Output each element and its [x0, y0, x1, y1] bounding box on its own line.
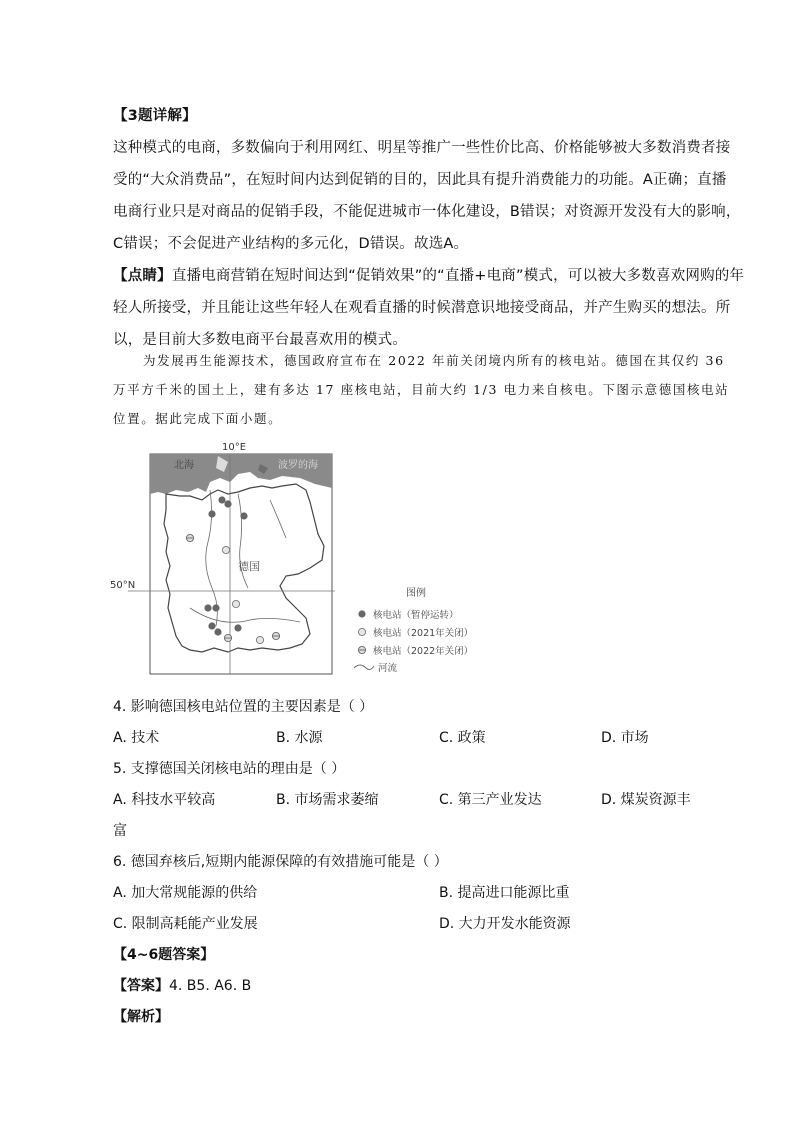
plant-marker-2021 [222, 546, 229, 553]
legend-title: 图例 [406, 588, 426, 599]
legend-label: 核电站（2022年关闭） [373, 646, 474, 657]
intro-line: 位置。据此完成下面小题。 [113, 411, 283, 426]
comment-line: 轻人所接受，并且能让这些年轻人在观看直播的时候潜意识地接受商品，并产生购买的想法。所 [113, 300, 731, 316]
question-6-option-b[interactable]: B. 提高进口能源比重 [439, 885, 570, 901]
question-4-option-a[interactable]: A. 技术 [113, 730, 160, 746]
legend-label: 核电站（2021年关闭） [373, 628, 474, 639]
latitude-label: 50°N [110, 580, 136, 591]
river-icon [354, 665, 374, 670]
question-5-stem: 5. 支撑德国关闭核电站的理由是（ ） [113, 761, 346, 777]
plant-marker-suspended [224, 500, 231, 507]
question-6-option-a[interactable]: A. 加大常规能源的供给 [113, 885, 258, 901]
intro-line: 为发展再生能源技术，德国政府宣布在 2022 年前关闭境内所有的核电站。德国在其仅约 36 [143, 353, 725, 368]
plant-marker-2021 [256, 636, 263, 643]
detail-line: 受的“大众消费品”，在短时间内达到促销的目的，因此具有提升消费能力的功能。A正确；直播 [113, 172, 727, 188]
question-6-option-d[interactable]: D. 大力开发水能资源 [439, 916, 571, 932]
plant-marker-suspended [208, 510, 215, 517]
question-6-option-c[interactable]: C. 限制高耗能产业发展 [113, 916, 258, 932]
legend-label: 核电站（暂停运转） [373, 610, 459, 621]
plant-marker-suspended [218, 496, 225, 503]
question-5-option-c[interactable]: C. 第三产业发达 [439, 792, 542, 808]
plant-marker-2021 [232, 600, 239, 607]
plant-marker-suspended [204, 604, 211, 611]
comment-label: 【点睛】 [113, 268, 172, 284]
plant-marker-suspended [214, 628, 221, 635]
north-sea-label: 北海 [174, 460, 194, 471]
detail-line: 电商行业只是对商品的促销手段，不能促进城市一体化建设，B错误；对资源开发没有大的影响， [113, 204, 741, 220]
question-5-option-a[interactable]: A. 科技水平较高 [113, 792, 216, 808]
plant-marker-suspended [208, 622, 215, 629]
intro-line: 万平方千米的国土上，建有多达 17 座核电站，目前大约 1/3 电力来自核电。下图示意德国核电站 [113, 382, 730, 397]
question-5-option-d-continuation: 富 [113, 823, 127, 839]
germany-nuclear-map [110, 438, 490, 683]
comment-line [113, 260, 745, 292]
question-5-option-d[interactable]: D. 煤炭资源丰 [601, 792, 691, 808]
detail-section [113, 100, 745, 356]
detail-heading: 【3题详解】 [113, 108, 197, 124]
legend-label: 河流 [378, 663, 398, 674]
comment-line: 以，是目前大多数电商平台最喜欢用的模式。 [113, 332, 407, 348]
longitude-label: 10°E [222, 442, 247, 453]
country-label: 德国 [238, 560, 260, 573]
baltic-sea-label: 波罗的海 [278, 460, 318, 471]
answers-section-heading: 【4~6题答案】 [113, 947, 215, 963]
plant-marker-suspended [212, 604, 219, 611]
analysis-heading: 【解析】 [113, 1009, 169, 1025]
question-4-option-c[interactable]: C. 政策 [439, 730, 486, 746]
open-dot-icon [358, 628, 365, 635]
question-4-stem: 4. 影响德国核电站位置的主要因素是（ ） [113, 699, 374, 715]
question-6-stem: 6. 德国弃核后,短期内能源保障的有效措施可能是（ ） [113, 854, 448, 870]
plant-marker-suspended [234, 624, 241, 631]
answers-line [113, 975, 251, 995]
answers-text: 4. B5. A6. B [169, 978, 252, 994]
comment-text: 直播电商营销在短时间达到“促销效果”的“直播+电商”模式，可以被大多数喜欢网购的年 [171, 268, 745, 284]
filled-dot-icon [358, 610, 365, 617]
question-5-option-b[interactable]: B. 市场需求萎缩 [276, 792, 379, 808]
question-4-option-d[interactable]: D. 市场 [601, 730, 649, 746]
answers-label: 【答案】 [113, 978, 169, 994]
map-legend [354, 586, 473, 674]
question-4-option-b[interactable]: B. 水源 [276, 730, 323, 746]
question-intro [113, 346, 730, 433]
detail-line: 这种模式的电商，多数偏向于利用网红、明星等推广一些性价比高、价格能够被大多数消费者接 [113, 140, 731, 156]
detail-line: C错误；不会促进产业结构的多元化，D错误。故选A。 [113, 236, 469, 252]
plant-marker-suspended [240, 512, 247, 519]
